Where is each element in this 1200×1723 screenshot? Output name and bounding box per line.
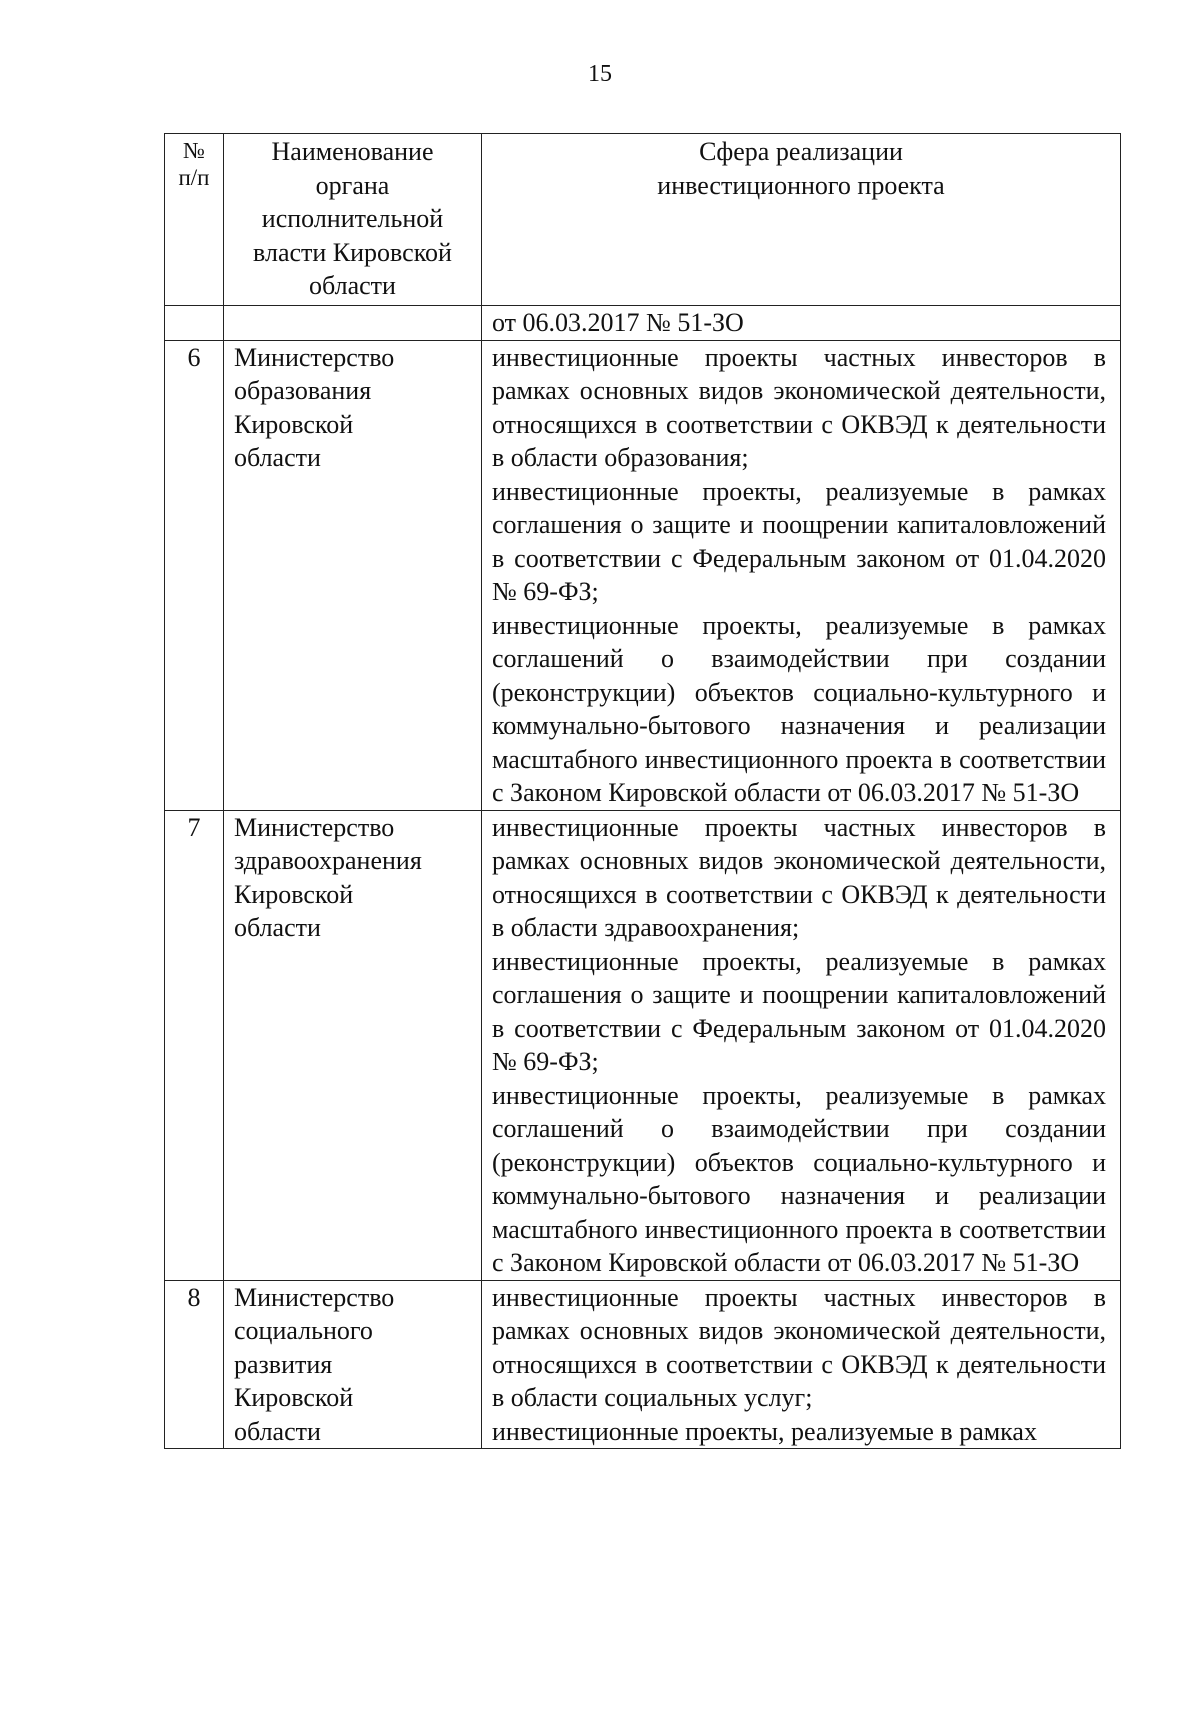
sphere-paragraph: инвестиционные проекты, реализуемые в рамках соглашений о взаимодействии при создании (реконструкции) объектов социально-культурного и коммунально-бытового назначения и реализации масштабного инвестиционного проекта в соответствии с Законом Кировской области от 06.03.2017 № 51-ЗО xyxy=(492,1080,1106,1277)
sphere-paragraph: инвестиционные проекты, реализуемые в рамках соглашения о защите и поощрении капиталовложений в соответствии с Федеральным законом от 01.04.2020 № 69-ФЗ; xyxy=(492,476,1106,606)
cell-sphere xyxy=(482,340,1121,810)
sphere-paragraph: инвестиционные проекты, реализуемые в рамках xyxy=(492,1416,1037,1446)
cell-org: Министерство социального развития Кировской области xyxy=(224,1280,482,1449)
table-row xyxy=(165,340,1121,810)
cell-sphere: от 06.03.2017 № 51-ЗО xyxy=(482,306,1121,341)
sphere-paragraph: инвестиционные проекты, реализуемые в рамках соглашения о защите и поощрении капиталовложений в соответствии с Федеральным законом от 01.04.2020 № 69-ФЗ; xyxy=(492,946,1106,1076)
table-row xyxy=(165,810,1121,1280)
table-row-continuation xyxy=(165,306,1121,341)
cell-sphere xyxy=(482,810,1121,1280)
page-number: 15 xyxy=(588,61,612,87)
cell-num: 8 xyxy=(165,1280,224,1449)
header-num: № п/п xyxy=(165,134,224,306)
cell-org: Министерство здравоохранения Кировской области xyxy=(224,810,482,1280)
sphere-paragraph: инвестиционные проекты, реализуемые в рамках соглашений о взаимодействии при создании (реконструкции) объектов социально-культурного и коммунально-бытового назначения и реализации масштабного инвестиционного проекта в соответствии с Законом Кировской области от 06.03.2017 № 51-ЗО xyxy=(492,610,1106,807)
table-row xyxy=(165,1280,1121,1449)
sphere-paragraph: инвестиционные проекты частных инвесторов в рамках основных видов экономической деятельности, относящихся в соответствии с ОКВЭД к деятельности в области образования; xyxy=(492,342,1106,472)
cell-num xyxy=(165,306,224,341)
investment-spheres-table xyxy=(164,133,1121,1449)
cell-num: 7 xyxy=(165,810,224,1280)
cell-org xyxy=(224,306,482,341)
header-sphere: Сфера реализации инвестиционного проекта xyxy=(482,134,1121,306)
cell-num: 6 xyxy=(165,340,224,810)
cell-sphere xyxy=(482,1280,1121,1449)
sphere-paragraph: инвестиционные проекты частных инвесторов в рамках основных видов экономической деятельности, относящихся в соответствии с ОКВЭД к деятельности в области социальных услуг; xyxy=(492,1282,1106,1412)
table-header-row xyxy=(165,134,1121,306)
sphere-paragraph: инвестиционные проекты частных инвесторов в рамках основных видов экономической деятельности, относящихся в соответствии с ОКВЭД к деятельности в области здравоохранения; xyxy=(492,812,1106,942)
cell-org: Министерство образования Кировской области xyxy=(224,340,482,810)
header-org: Наименование органа исполнительной власти Кировской области xyxy=(224,134,482,306)
